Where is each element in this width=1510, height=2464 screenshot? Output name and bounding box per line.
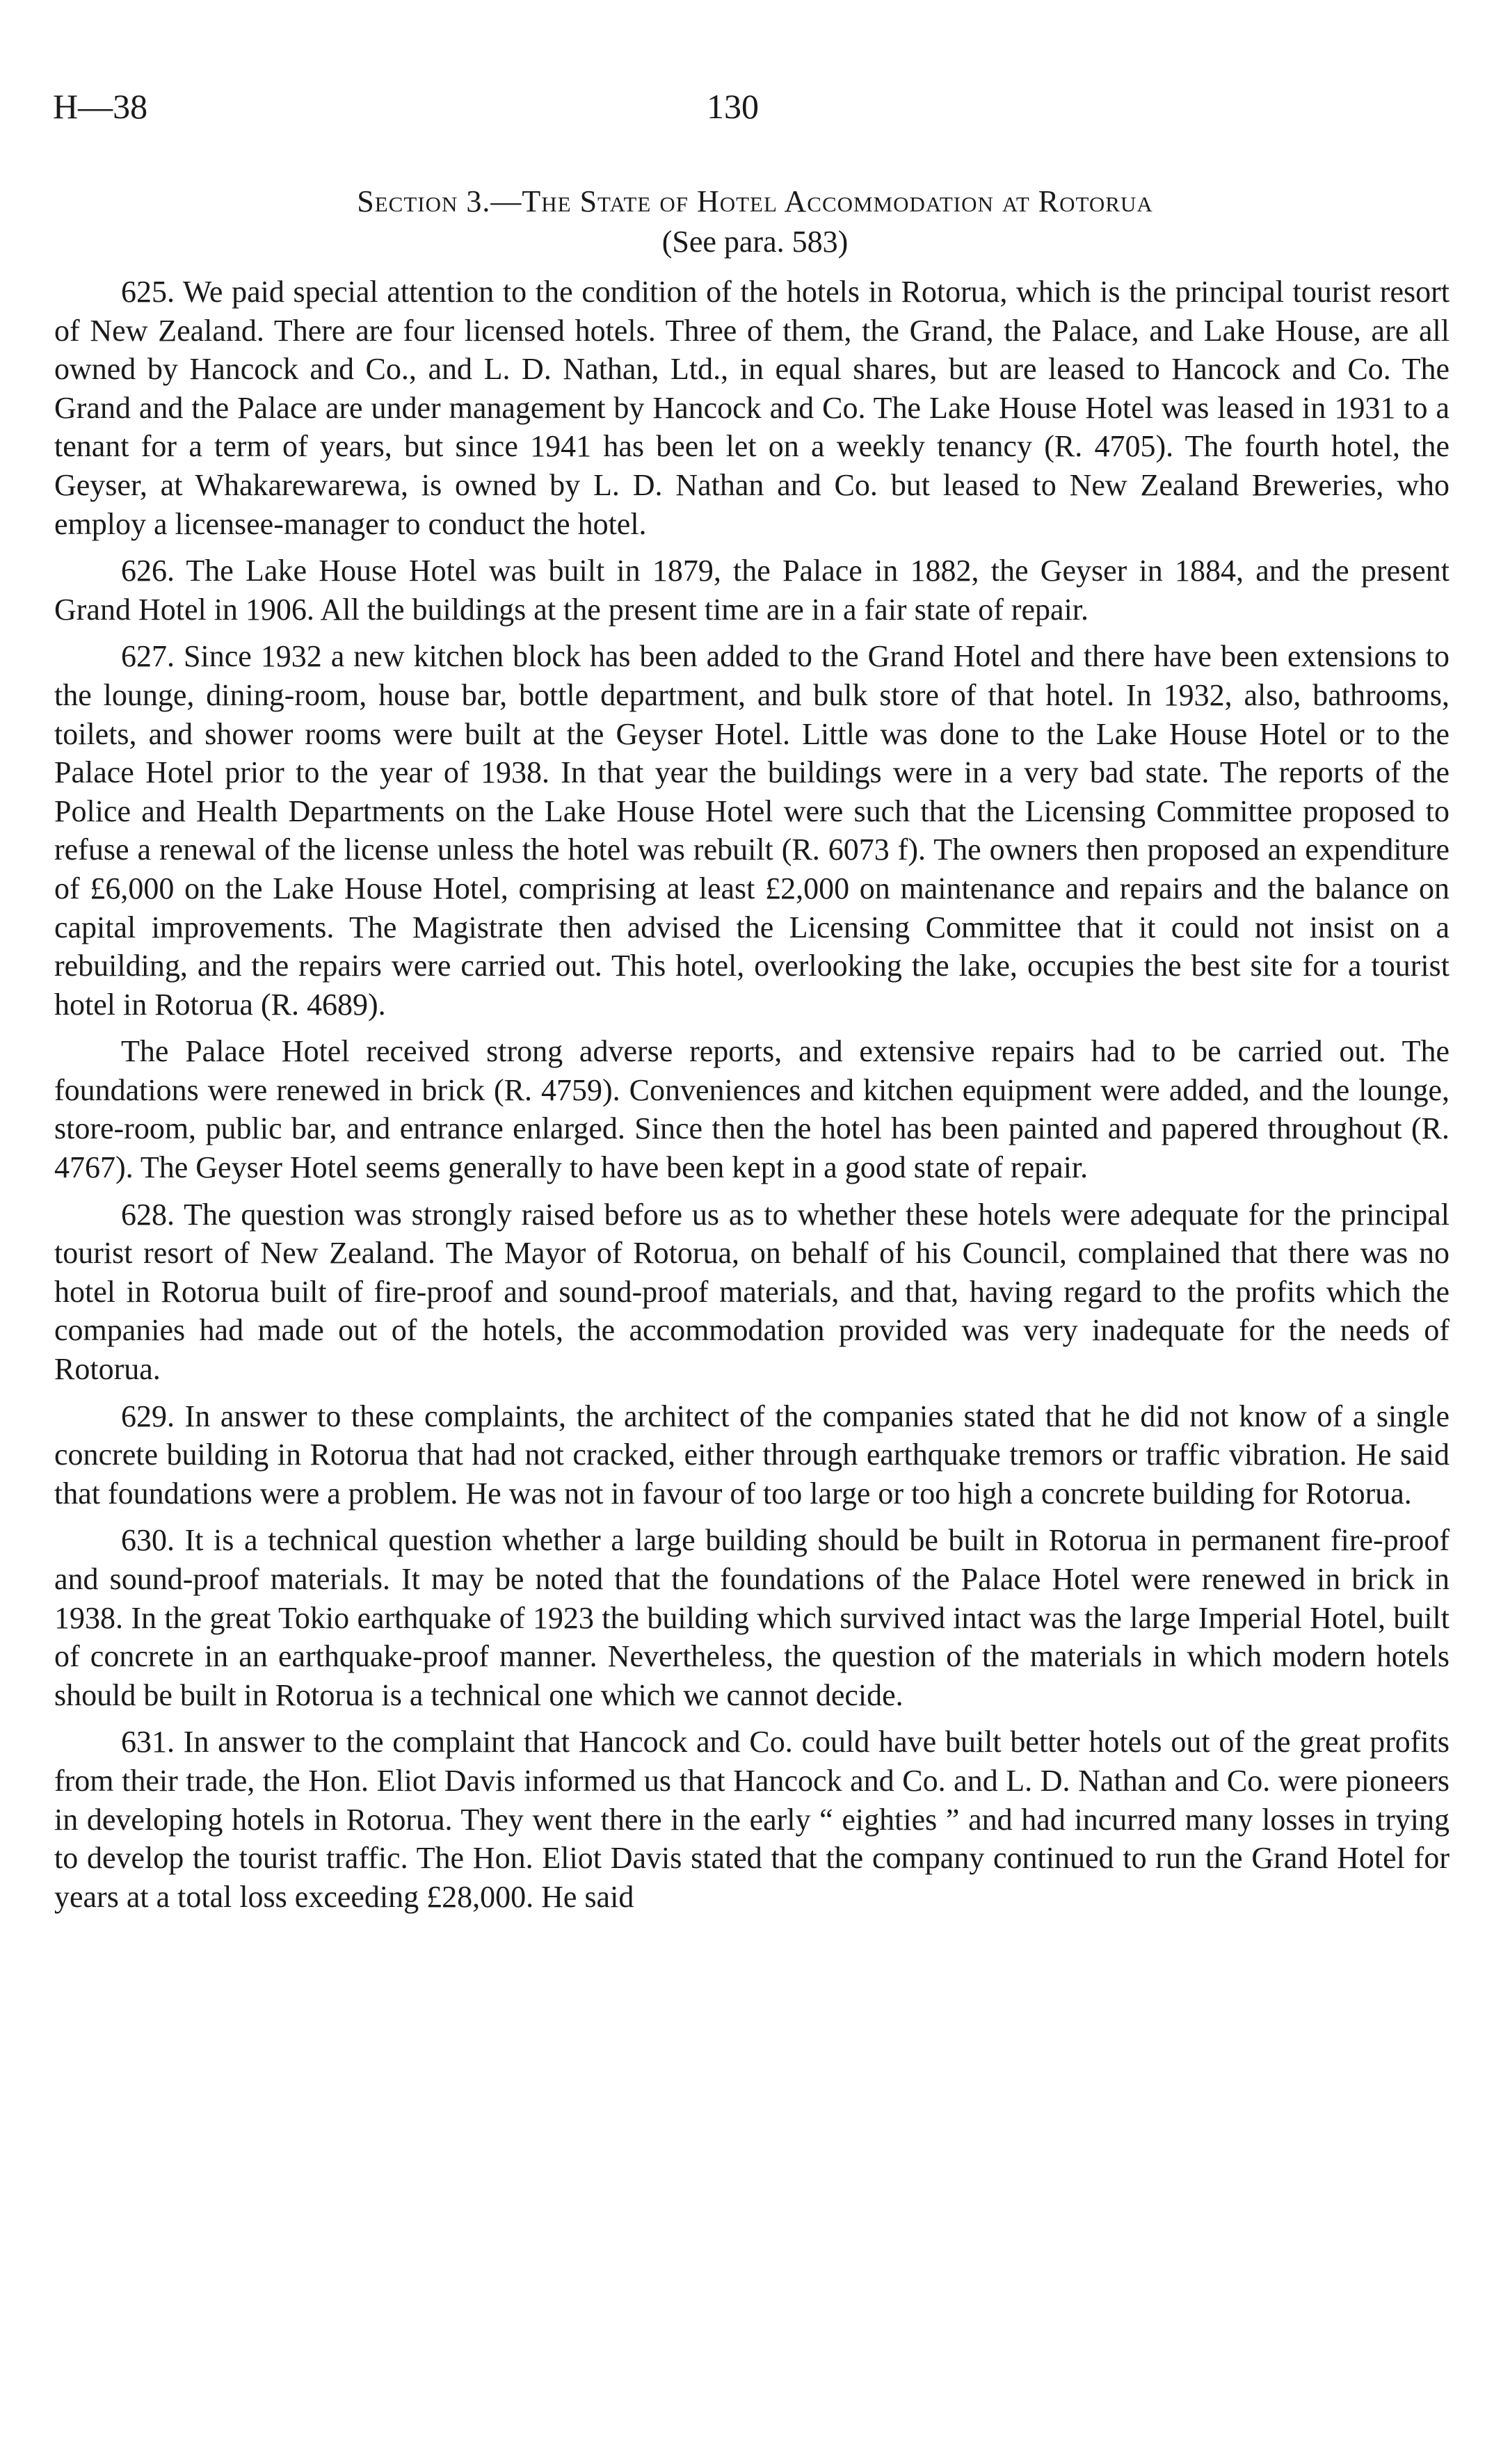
paragraph-631: 631. In answer to the complaint that Hancock and Co. could have built better hotels out of the great profits from their trade, the Hon. Eliot Davis informed us that Hancock and Co. and L. D. Nathan and Co. were pioneers in developing hotels in Rotorua. They went there in the early “ eighties ” and had incurred many losses in trying to develop the tourist traffic. The Hon. Eliot Davis stated that the company continued to run the Grand Hotel for years at a total loss exceeding £28,000. He said — [54, 1725, 1449, 1914]
section-title: Section 3.—The State of Hotel Accommodation at Rotorua — [357, 184, 1153, 218]
paragraph-625: 625. We paid special attention to the condition of the hotels in Rotorua, which is the principal tourist resort of New Zealand. There are four licensed hotels. Three of them, the Grand, the Palace, and Lake House, are all owned by Hancock and Co., and L. D. Nathan, Ltd., in equal shares, but are leased to Hancock and Co. The Grand and the Palace are under management by Hancock and Co. The Lake House Hotel was leased in 1931 to a tenant for a term of years, but since 1941 has been let on a weekly tenancy (R. 4705). The fourth hotel, the Geyser, at Whakarewarewa, is owned by L. D. Nathan and Co. but leased to New Zealand Breweries, who employ a licensee-manager to conduct the hotel. — [54, 275, 1449, 541]
section-cross-reference: (See para. 583) — [661, 225, 849, 259]
paragraph-628: 628. The question was strongly raised before us as to whether these hotels were adequate for the principal tourist resort of New Zealand. The Mayor of Rotorua, on behalf of his Council, complained that there was no hotel in Rotorua built of fire-proof and sound-proof materials, and that, having regard to the profits which the companies had made out of the hotels, the accommodation provided was very inadequate for the needs of Rotorua. — [54, 1197, 1449, 1387]
body-text — [54, 273, 1449, 1924]
document-reference: H—38 — [53, 87, 148, 126]
paragraph-627-continued: The Palace Hotel received strong adverse reports, and extensive repairs had to be carried out. The foundations were renewed in brick (R. 4759). Conveniences and kitchen equipment were added, and the lounge, store-room, public bar, and entrance enlarged. Since then the hotel has been painted and papered throughout (R. 4767). The Geyser Hotel seems generally to have been kept in a good state of repair. — [54, 1034, 1449, 1185]
paragraph-627: 627. Since 1932 a new kitchen block has been added to the Grand Hotel and there have been extensions to the lounge, dining-room, house bar, bottle department, and bulk store of that hotel. In 1932, also, bathrooms, toilets, and shower rooms were built at the Geyser Hotel. Little was done to the Lake House Hotel or to the Palace Hotel prior to the year of 1938. In that year the buildings were in a very bad state. The reports of the Police and Health Departments on the Lake House Hotel were such that the Licensing Committee proposed to refuse a renewal of the license unless the hotel was rebuilt (R. 6073 f). The owners then proposed an expenditure of £6,000 on the Lake House Hotel, comprising at least £2,000 on maintenance and repairs and the balance on capital improvements. The Magistrate then advised the Licensing Committee that it could not insist on a rebuilding, and the repairs were carried out. This hotel, overlooking the lake, occupies the best site for a tourist hotel in Rotorua (R. 4689). — [54, 639, 1449, 1022]
paragraph-626: 626. The Lake House Hotel was built in 1879, the Palace in 1882, the Geyser in 1884, and the present Grand Hotel in 1906. All the buildings at the present time are in a fair state of repair. — [54, 554, 1449, 627]
page-header — [53, 82, 1457, 131]
paragraph-630: 630. It is a technical question whether a large building should be built in Rotorua in permanent fire-proof and sound-proof materials. It may be noted that the foundations of the Palace Hotel were renewed in brick in 1938. In the great Tokio earthquake of 1923 the building which survived intact was the large Imperial Hotel, built of concrete in an earthquake-proof manner. Nevertheless, the question of the materials in which modern hotels should be built in Rotorua is a technical one which we cannot decide. — [54, 1523, 1449, 1712]
page-number: 130 — [707, 87, 759, 126]
paragraph-629: 629. In answer to these complaints, the architect of the companies stated that he did not know of a single concrete building in Rotorua that had not cracked, either through earthquake tremors or traffic vibration. He said that foundations were a problem. He was not in favour of too large or too high a concrete building for Rotorua. — [54, 1399, 1449, 1511]
